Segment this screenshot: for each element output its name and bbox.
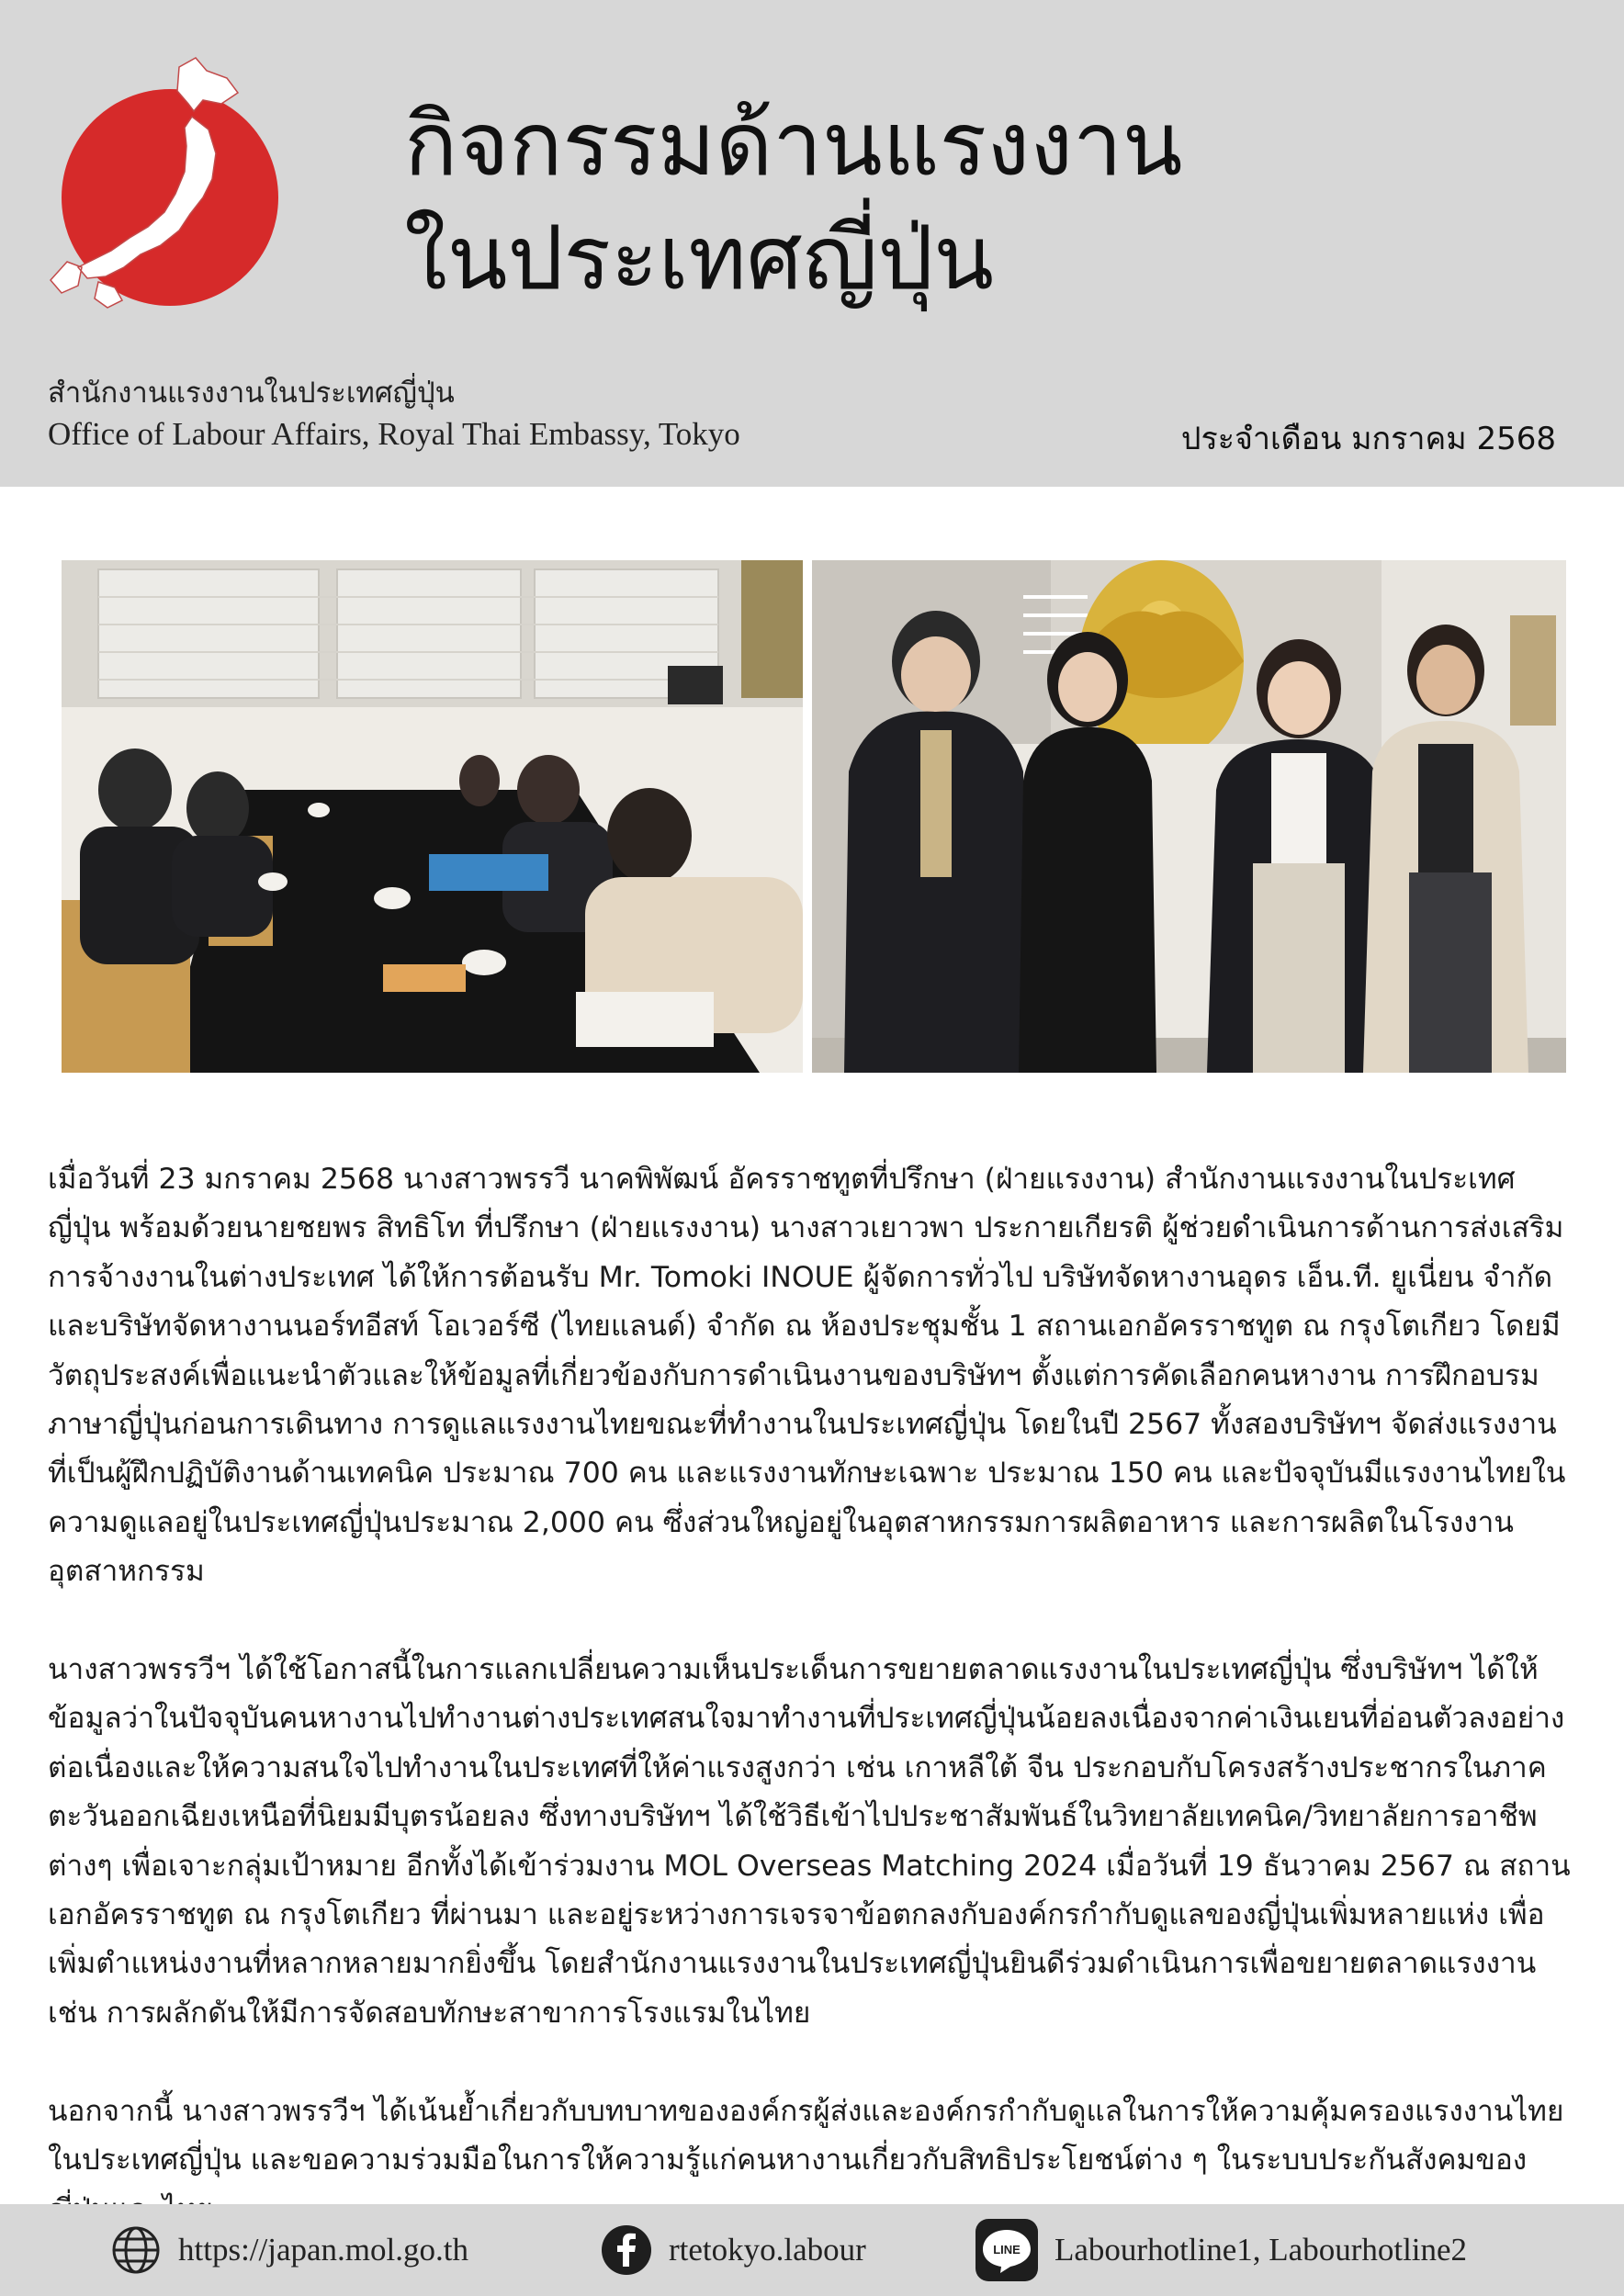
meeting-photo: [62, 560, 803, 1073]
article-paragraph-3: นอกจากนี้ นางสาวพรรวีฯ ได้เน้นย้ำเกี่ยวกับบทบาทขององค์กรผู้ส่งและองค์กรกำกับดูแลในการให้ความคุ้มครองแรงงานไทยในประเทศญี่ปุ่น และขอความร่วมมือในการให้ความรู้แก่คนหางานเกี่ยวกับสิทธิประโยชน์ต่าง ๆ ในระบบประกันสังคมของ: [48, 2094, 1564, 2178]
line-accounts: Labourhotline1, Labourhotline2: [1054, 2232, 1468, 2268]
facebook-handle: rtetokyo.labour: [669, 2232, 866, 2268]
title-line-1: กิจกรรมด้านแรงงาน: [404, 93, 1183, 196]
page-title: [404, 87, 1183, 315]
globe-icon: [110, 2224, 162, 2276]
website-link[interactable]: [110, 2224, 468, 2276]
office-name-english: Office of Labour Affairs, Royal Thai Embassy, Tokyo: [48, 416, 740, 452]
japan-map-logo: [41, 51, 317, 326]
line-link[interactable]: [976, 2224, 1467, 2276]
title-line-2: ในประเทศญี่ปุ่น: [404, 207, 994, 310]
facebook-link[interactable]: [601, 2224, 866, 2276]
facebook-icon: [601, 2224, 652, 2276]
group-photo: [812, 560, 1566, 1073]
article-paragraph-1: เมื่อวันที่ 23 มกราคม 2568 นางสาวพรรวี นาคพิพัฒน์ อัครราชทูตที่ปรึกษา (ฝ่ายแรงงาน) สำนักงานแรงงานในประเทศญี่ปุ่น พร้อมด้วยนายชยพร สิทธิโท ที่ปรึกษา (ฝ่ายแรงงาน) นางสาวเยาวพา ประกายเกียรติ ผู้ช่วยดำเนินการด้านการส่งเสริมการจ้างงานในต่างประเทศ ได้ให้การต้อนรับ Mr. Tomoki INOUE ผู้จัดการทั่วไป บริษัทจัดหางานอุดร เอ็น.ที. ยูเนี่ยน จำกัด และบริษัทจัดหางานนอร์ทอีสท์ โอเวอร์ซี (ไทยแลนด์) จำกัด ณ ห้องประชุมชั้น 1 สถานเอกอัครราชทูต ณ กรุงโตเกียว โดยมีวัตถุประสงค์เพื่อแนะนำตัวและให้ข้อมูลที่เกี่ยวข้องกับการดำเนินงานของบริษัทฯ ตั้งแต่การคัดเลือกคนหางาน การฝึกอบรมภาษาญี่ปุ่นก่อนการเดินทาง การดูแลแรงงานไทยขณะที่ทำงานในประเทศญี่ปุ่น โดยในปี 2567 ทั้งสองบริษัทฯ จัดส่งแรงงานที่เป็นผู้ฝึกปฏิบัติงานด้านเทคนิค ประมาณ 700 คน และแรงงานทักษะเฉพาะ ประมาณ 150 คน และปัจจุบันมีแรงงานไทยในความดูแลอยู่ในประเทศญี่ปุ่นประมาณ 2,000 คน ซึ่งส่วนใหญ่อยู่ในอุตสาหกรรมการผลิตอาหาร และการผลิตในโรงงานอุตสาหกรรม: [48, 1163, 1566, 1589]
article-body: [48, 1155, 1573, 2234]
office-name-thai: สำนักงานแรงงานในประเทศญี่ปุ่น: [48, 377, 455, 410]
page-footer: [0, 2204, 1624, 2296]
issue-date: ประจำเดือน มกราคม 2568: [1180, 421, 1556, 457]
website-url: https://japan.mol.go.th: [178, 2232, 468, 2268]
page-header: [0, 0, 1624, 487]
line-app-icon: [976, 2219, 1038, 2281]
svg-text:LINE: LINE: [993, 2243, 1021, 2257]
article-paragraph-2: นางสาวพรรวีฯ ได้ใช้โอกาสนี้ในการแลกเปลี่ยนความเห็นประเด็นการขยายตลาดแรงงานในประเทศญี่ปุ่น ซึ่งบริษัทฯ ได้ให้ข้อมูลว่าในปัจจุบันคนหางานไปทำงานต่างประเทศสนใจมาทำงานที่ประเทศญี่ปุ่นน้อยลงเนื่องจากค่าเงินเยนที่อ่อนตัวลงอย่างต่อเนื่องและให้ความสนใจไปทำงานในประเทศที่ให้ค่าแรงสูงกว่า เช่น เกาหลีใต้ จีน ประกอบกับโครงสร้างประชากรในภาคตะวันออกเฉียงเหนือที่นิยมมีบุตรน้อยลง ซึ่งทางบริษัทฯ ได้ใช้วิธีเข้าไปประชาสัมพันธ์ในวิทยาลัยเทคนิค/วิทยาลัยการอาชีพต่างๆ เพื่อเจาะกลุ่มเป้าหมาย อีกทั้งได้เข้าร่วมงาน MOL Overseas Matching 2024 เมื่อวันที่ 19 ธันวาคม 2567 ณ สถานเอกอัครราชทูต ณ กรุงโตเกียว ที่ผ่านมา และอยู่ระหว่างการเจรจาข้อตกลงกับองค์กรกำกับดูแลของญี่ปุ่นเพิ่มหลายแห่ง เพื่อเพิ่มตำแหน่งงานที่หลากหลายมากยิ่งขึ้น โดยสำนักงานแรงงานในประเทศญี่ปุ่นยินดีร่วมดำเนินการเพื่อขยายตลาดแรงงาน เช่น การผลักดันให้มีการจัดสอบทักษะสาขาการโรงแรมในไทย: [48, 1653, 1571, 2030]
